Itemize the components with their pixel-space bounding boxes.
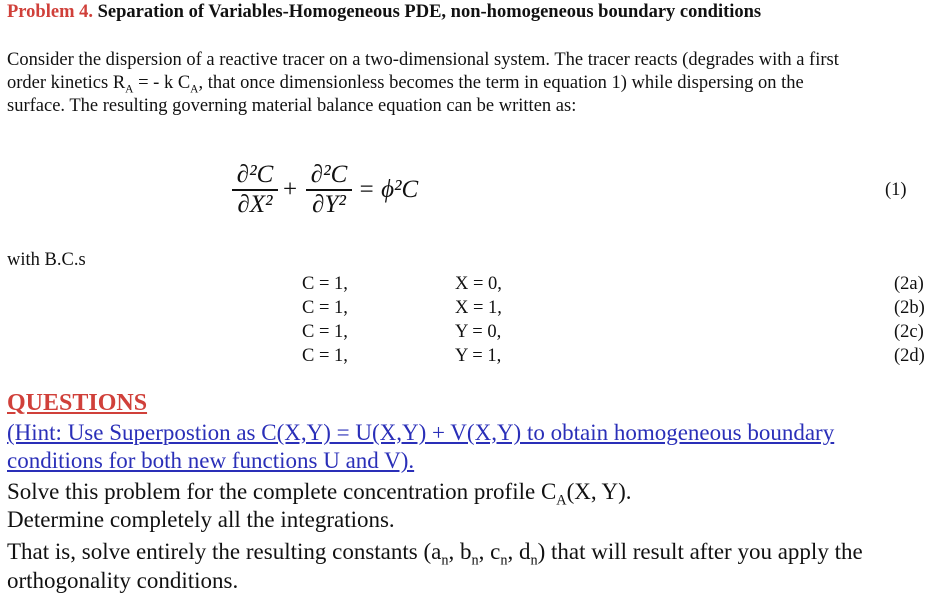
equation-rhs: = ϕ²C: [358, 176, 419, 203]
bc-label: with B.C.s: [7, 250, 86, 270]
intro-line-1: Consider the dispersion of a reactive tracer on a two-dimensional system. The tracer reacts (degrades with a first: [7, 50, 839, 70]
problem-title-text: Separation of Variables-Homogeneous PDE, non-homogeneous boundary conditions: [92, 2, 762, 22]
bc-value-2a: C = 1,: [302, 274, 348, 294]
problem-number: Problem 4.: [7, 2, 93, 22]
question-2: Determine completely all the integrations.: [7, 507, 395, 532]
bc-value-2c: C = 1,: [302, 322, 348, 342]
question-4: orthogonality conditions.: [7, 568, 239, 593]
hint-line-2: conditions for both new functions U and V).: [7, 448, 415, 473]
bc-cond-2a: X = 0,: [455, 274, 502, 294]
plus-sign: +: [283, 176, 298, 203]
denominator-2: ∂Y²: [312, 190, 346, 218]
problem-title: [7, 2, 761, 23]
bc-value-2b: C = 1,: [302, 298, 348, 318]
denominator-1: ∂X²: [237, 190, 273, 218]
bc-value-2d: C = 1,: [302, 346, 348, 366]
fraction-d2c-dx2: [232, 162, 278, 218]
bc-num-2a: (2a): [894, 274, 924, 294]
intro-line-3: surface. The resulting governing material balance equation can be written as:: [7, 96, 577, 116]
questions-heading: QUESTIONS: [7, 390, 148, 416]
equation-number-1: (1): [885, 180, 907, 200]
bc-num-2d: (2d): [894, 346, 925, 366]
bc-num-2b: (2b): [894, 298, 925, 318]
question-1: Solve this problem for the complete concentration profile $C_A(X$, Y).: [7, 479, 632, 509]
hint-line-1: (Hint: Use Superpostion as C(X,Y) = U(X,Y) + V(X,Y) to obtain homogeneous boundary: [7, 420, 835, 445]
bc-cond-2c: Y = 0,: [455, 322, 502, 342]
numerator-2: ∂²C: [310, 161, 348, 188]
bc-cond-2d: Y = 1,: [455, 346, 502, 366]
numerator-1: ∂²C: [236, 161, 274, 188]
intro-line-2: order kinetics $R_A$ = - k $C_A$, that once dimensionless becomes the term in equation 1) while dispersing on the: [7, 73, 804, 96]
bc-cond-2b: X = 1,: [455, 298, 502, 318]
fraction-d2c-dy2: [306, 162, 352, 218]
bc-num-2c: (2c): [894, 322, 924, 342]
question-3: That is, solve entirely the resulting constants ($a_n$, $b_n$, $c_n$, $d_n$) that will result after you apply the: [7, 539, 863, 569]
